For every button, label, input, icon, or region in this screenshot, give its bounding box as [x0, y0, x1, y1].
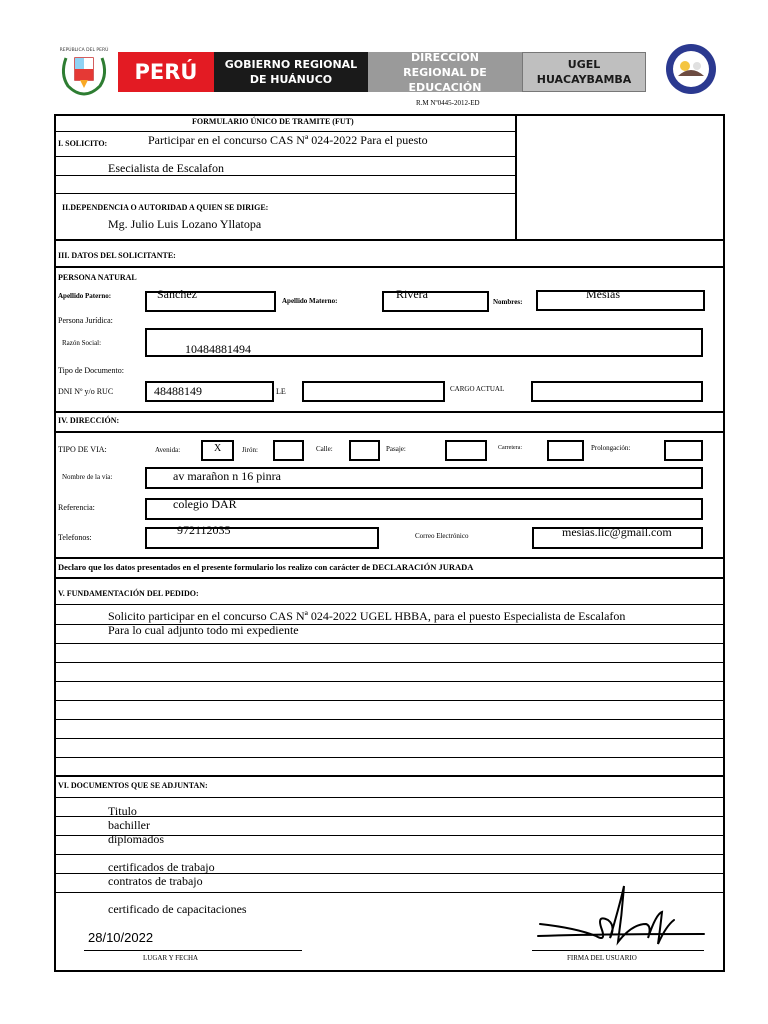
fecha-value: 28/10/2022	[88, 930, 154, 945]
pasaje-checkbox[interactable]	[445, 440, 487, 461]
form-title: FORMULARIO ÚNICO DE TRAMITE (FUT)	[192, 117, 354, 126]
fundamentacion-label: V. FUNDAMENTACIÓN DEL PEDIDO:	[58, 589, 199, 598]
nombres-field[interactable]	[536, 290, 705, 311]
ap-paterno-label: Apellido Paterno:	[58, 292, 112, 300]
ugel-banner	[522, 52, 646, 92]
datos-solicitante-label: III. DATOS DEL SOLICITANTE:	[58, 251, 176, 260]
documento-item: contratos de trabajo	[108, 874, 203, 888]
avenida-mark: X	[214, 443, 222, 454]
direccion-label: IV. DIRECCIÓN:	[58, 416, 120, 425]
telefonos-label: Telefonos:	[58, 533, 92, 542]
firma-label: FIRMA DEL USUARIO	[567, 954, 637, 962]
ap-materno-value: Rivera	[396, 287, 428, 301]
firma-line	[532, 950, 704, 951]
rule	[54, 775, 725, 777]
gobierno-text: GOBIERNO REGIONAL DE HUÁNUCO	[224, 58, 358, 86]
rule	[54, 681, 725, 682]
persona-natural-label: PERSONA NATURAL	[58, 273, 137, 282]
declaracion-text: Declaro que los datos presentados en el presente formulario los realizo con carácter de DECLARACIÓN JURADA	[58, 562, 474, 572]
solicito-label: I. SOLICITO:	[58, 139, 108, 148]
nombre-via-label: Nombre de la vía:	[62, 473, 113, 481]
emblem-caption: REPÚBLICA DEL PERÚ	[59, 48, 109, 53]
avenida-label: Avenida:	[155, 446, 181, 454]
ugel-seal	[664, 42, 718, 96]
rule	[54, 662, 725, 663]
rm-code: R.M Nº0445-2012-ED	[416, 99, 480, 107]
correo-label: Correo Electrónico	[415, 532, 469, 540]
rule	[54, 757, 725, 758]
referencia-label: Referencia:	[58, 503, 95, 512]
dependencia-label: II.DEPENDENCIA O AUTORIDAD A QUIEN SE DIRIGE:	[62, 203, 269, 212]
peru-text: PERÚ	[134, 59, 198, 84]
razon-social-value: 10484881494	[185, 342, 251, 356]
cargo-actual-field[interactable]	[531, 381, 703, 402]
top-divider	[515, 114, 517, 240]
solicito-line1: Participar en el concurso CAS Nª 024-2022 Para el puesto	[148, 133, 428, 147]
ap-materno-label: Apellido Materno:	[282, 297, 338, 305]
jiron-label: Jirón:	[242, 446, 258, 454]
solicito-line2: Esecialista de Escalafon	[108, 161, 224, 175]
calle-checkbox[interactable]	[349, 440, 380, 461]
rule	[54, 816, 725, 817]
rule	[54, 738, 725, 739]
rule	[54, 431, 725, 433]
rule	[54, 239, 725, 241]
carretera-checkbox[interactable]	[547, 440, 584, 461]
le-field[interactable]	[302, 381, 445, 402]
lugar-fecha-label: LUGAR Y FECHA	[143, 954, 199, 962]
documento-item: certificado de capacitaciones	[108, 902, 247, 916]
dependencia-value: Mg. Julio Luis Lozano Yllatopa	[108, 217, 262, 231]
documento-item: Titulo	[108, 804, 137, 818]
dni-value: 48488149	[154, 384, 202, 398]
gobierno-banner	[214, 52, 368, 92]
telefono-value: 972112035	[177, 523, 231, 537]
direccion-text: DIRECCIÓN REGIONAL DE EDUCACIÓN	[403, 50, 487, 94]
rule	[54, 156, 516, 157]
referencia-value: colegio DAR	[173, 497, 237, 511]
nombres-value: Mesias	[586, 287, 620, 301]
prolongacion-checkbox[interactable]	[664, 440, 703, 461]
tipo-via-label: TIPO DE VIA:	[58, 445, 107, 454]
rule	[54, 557, 725, 559]
jiron-checkbox[interactable]	[273, 440, 304, 461]
documento-item: bachiller	[108, 818, 150, 832]
nombre-via-value: av marañon n 16 pinra	[173, 469, 281, 483]
rule	[54, 193, 516, 194]
signature	[536, 884, 706, 952]
razon-social-label: Razón Social:	[62, 339, 102, 347]
nombres-label: Nombres:	[493, 298, 523, 306]
documentos-label: VI. DOCUMENTOS QUE SE ADJUNTAN:	[58, 781, 208, 790]
rule	[54, 854, 725, 855]
direccion-banner	[368, 52, 522, 92]
rule	[54, 175, 516, 176]
rule	[54, 577, 725, 579]
rule	[54, 719, 725, 720]
rule	[54, 266, 725, 268]
documento-item: diplomados	[108, 832, 164, 846]
cargo-actual-label: CARGO ACTUAL	[450, 385, 505, 393]
prolongacion-label: Prolongación:	[591, 444, 631, 452]
rule	[54, 624, 725, 625]
fundamentacion-line1: Solicito participar en el concurso CAS Nª 024-2022 UGEL HBBA, para el puesto Especialista de Escalafon	[108, 609, 626, 623]
ugel-text: UGEL HUACAYBAMBA	[536, 58, 632, 86]
rule	[54, 797, 725, 798]
tipo-documento-label: Tipo de Documento:	[58, 366, 124, 375]
peru-emblem	[54, 44, 114, 96]
rule	[54, 131, 516, 132]
fundamentacion-line2: Para lo cual adjunto todo mi expediente	[108, 623, 299, 637]
peru-banner	[118, 52, 214, 92]
pasaje-label: Pasaje:	[386, 445, 406, 453]
calle-label: Calle:	[316, 445, 333, 453]
rule	[54, 411, 725, 413]
rule	[54, 643, 725, 644]
rule	[54, 604, 725, 605]
rule	[54, 700, 725, 701]
persona-juridica-label: Persona Jurídica:	[58, 316, 113, 325]
ap-paterno-value: Sanchez	[157, 287, 197, 301]
correo-value: mesias.lic@gmail.com	[562, 525, 672, 539]
carretera-label: Carretera:	[498, 445, 522, 451]
dni-label: DNI Nº y/o RUC	[58, 387, 114, 396]
documento-item: certificados de trabajo	[108, 860, 215, 874]
le-label: LE	[276, 387, 286, 396]
fecha-line	[84, 950, 302, 951]
